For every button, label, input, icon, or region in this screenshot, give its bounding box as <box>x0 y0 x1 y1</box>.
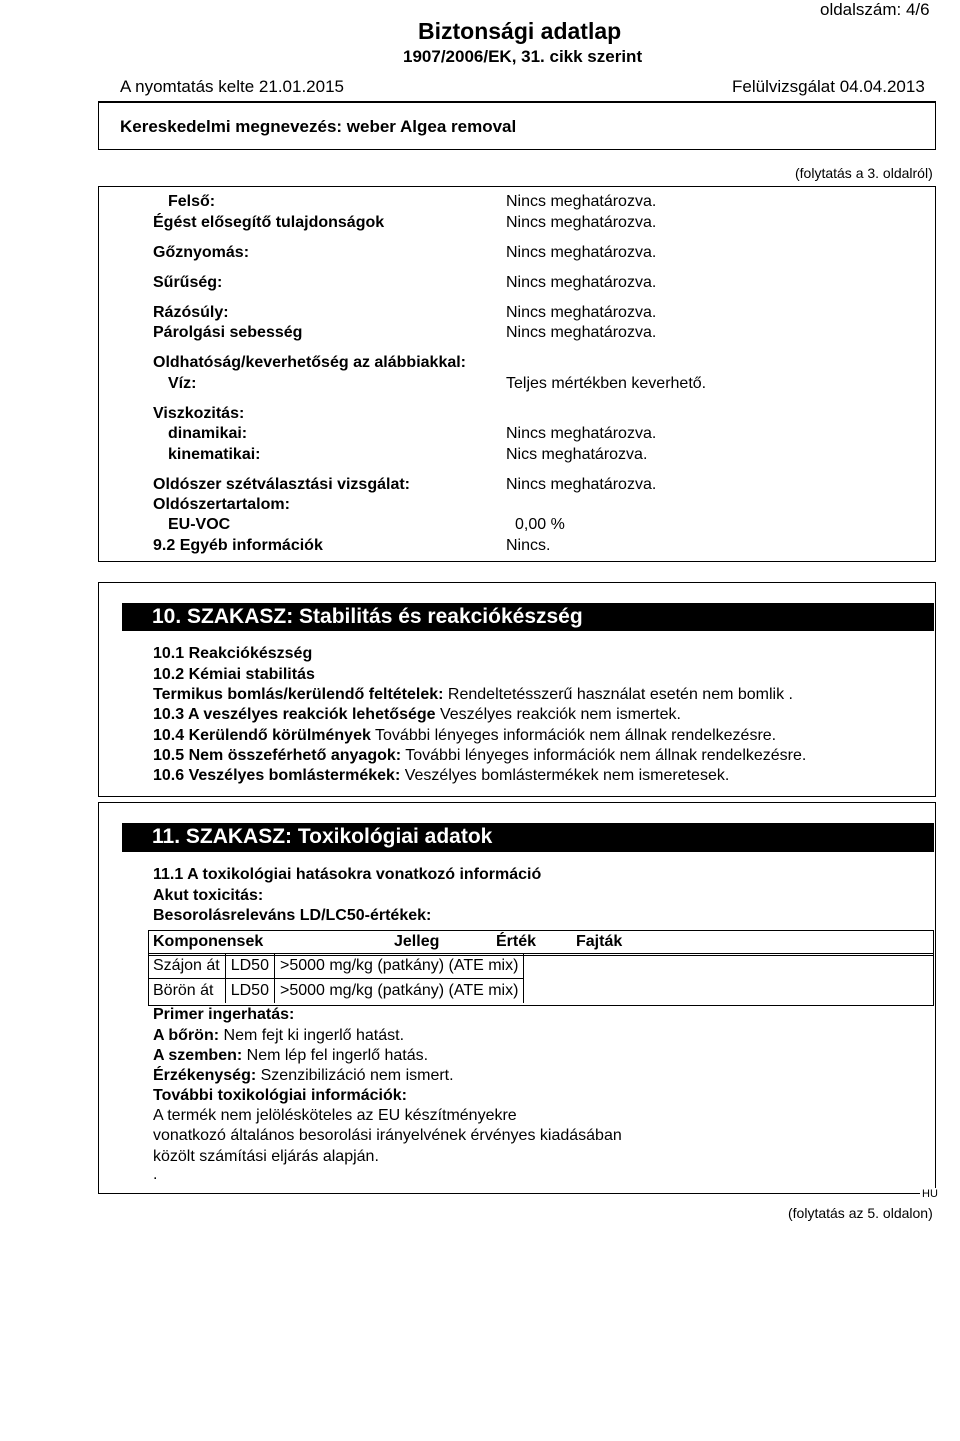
s10-6-label: 10.6 Veszélyes bomlástermékek: <box>153 767 401 784</box>
prop-value: Nincs meghatározva. <box>506 274 657 291</box>
trade-name: Kereskedelmi megnevezés: weber Algea removal <box>120 117 517 136</box>
tox-type: LD50 <box>225 954 274 979</box>
prop-value: Nincs meghatározva. <box>506 324 657 341</box>
s10-3-value: Veszélyes reakciók nem ismertek. <box>435 706 681 723</box>
prop-label: Felső: <box>168 193 216 210</box>
prop-label: kinematikai: <box>168 446 261 463</box>
trade-name-box <box>98 102 936 150</box>
prop-value: Teljes mértékben keverhető. <box>506 375 707 392</box>
s10-thermal-label: Termikus bomlás/kerülendő feltételek: <box>153 686 444 703</box>
revision-date: Felülvizsgálat 04.04.2013 <box>732 77 925 96</box>
tox-table <box>148 954 524 1003</box>
prop-label: Viszkozitás: <box>153 405 245 422</box>
tox-col-header: Fajták <box>576 933 623 950</box>
s11-sens <box>153 1067 454 1085</box>
prop-value: 0,00 % <box>515 516 565 533</box>
prop-label: 9.2 Egyéb információk <box>153 537 323 554</box>
prop-value: Nincs meghatározva. <box>506 476 657 493</box>
prop-label: Víz: <box>168 375 197 392</box>
prop-value: Nics meghatározva. <box>506 446 648 463</box>
s11-sens-value: Szenzibilizáció nem ismert. <box>256 1067 454 1084</box>
s11-eye-label: A szemben: <box>153 1047 243 1064</box>
s10-4 <box>153 727 776 745</box>
prop-label: Oldhatóság/keverhetőség az alábbiakkal: <box>153 354 467 371</box>
s11-skin <box>153 1027 404 1045</box>
tox-col-header: Érték <box>496 933 537 950</box>
s10-6-value: Veszélyes bomlástermékek nem ismeretesek. <box>400 767 730 784</box>
prop-label: Oldószertartalom: <box>153 496 290 513</box>
s11-further: További toxikológiai információk: <box>153 1087 407 1104</box>
s10-4-value: További lényeges információk nem állnak rendelkezésre. <box>370 727 777 744</box>
s11-1: 11.1 A toxikológiai hatásokra vonatkozó információ <box>153 866 542 883</box>
s11-sens-label: Érzékenység: <box>153 1067 257 1084</box>
prop-value: Nincs meghatározva. <box>506 304 657 321</box>
s10-5 <box>153 747 806 765</box>
tox-route: Börön át <box>148 979 225 1004</box>
prop-label: Párolgási sebesség <box>153 324 303 341</box>
s10-2: 10.2 Kémiai stabilitás <box>153 666 315 683</box>
prop-value: Nincs meghatározva. <box>506 193 657 210</box>
s11-primary: Primer ingerhatás: <box>153 1006 295 1023</box>
section10-title: 10. SZAKASZ: Stabilitás és reakciókészség <box>122 603 934 631</box>
s10-5-label: 10.5 Nem összeférhető anyagok: <box>153 747 402 764</box>
tox-type: LD50 <box>225 979 274 1004</box>
tox-col-header: Jelleg <box>394 933 440 950</box>
s11-text-line: közölt számítási eljárás alapján. <box>153 1148 379 1165</box>
table-row <box>148 954 524 979</box>
tox-col-header: Komponensek <box>153 933 264 950</box>
s11-skin-value: Nem fejt ki ingerlő hatást. <box>219 1027 405 1044</box>
tox-value: >5000 mg/kg (patkány) (ATE mix) <box>274 979 523 1004</box>
prop-label: Sűrűség: <box>153 274 223 291</box>
document-title: Biztonsági adatlap <box>418 18 622 44</box>
s10-thermal-value: Rendeltetésszerű használat esetén nem bomlik . <box>443 686 793 703</box>
prop-value: Nincs. <box>506 537 551 554</box>
prop-label: EU-VOC <box>168 516 231 533</box>
continued-from: (folytatás a 3. oldalról) <box>795 165 933 181</box>
s11-ld-values: Besorolásreleváns LD/LC50-értékek: <box>153 907 432 924</box>
print-date: A nyomtatás kelte 21.01.2015 <box>120 77 344 96</box>
s10-5-value: További lényeges információk nem állnak rendelkezésre. <box>401 747 807 764</box>
prop-label: dinamikai: <box>168 425 248 442</box>
s11-acute: Akut toxicitás: <box>153 887 264 904</box>
s10-3-label: 10.3 A veszélyes reakciók lehetősége <box>153 706 436 723</box>
s10-thermal <box>153 686 793 704</box>
prop-value: Nincs meghatározva. <box>506 214 657 231</box>
tox-value: >5000 mg/kg (patkány) (ATE mix) <box>274 954 523 979</box>
s10-3 <box>153 706 681 724</box>
prop-value: Nincs meghatározva. <box>506 425 657 442</box>
s11-dot: . <box>153 1166 158 1183</box>
prop-label: Gőznyomás: <box>153 244 250 261</box>
s11-text-line: A termék nem jelölésköteles az EU készítményekre <box>153 1107 517 1124</box>
section11-title: 11. SZAKASZ: Toxikológiai adatok <box>122 823 934 852</box>
prop-label: Oldószer szétválasztási vizsgálat: <box>153 476 410 493</box>
page-number: oldalszám: 4/6 <box>820 0 930 19</box>
prop-label: Rázósúly: <box>153 304 229 321</box>
table-row <box>148 979 524 1004</box>
prop-label: Égést elősegítő tulajdonságok <box>153 214 385 231</box>
s10-1: 10.1 Reakciókészség <box>153 645 313 662</box>
document-subtitle: 1907/2006/EK, 31. cikk szerint <box>403 47 643 66</box>
s10-4-label: 10.4 Kerülendő körülmények <box>153 727 371 744</box>
continued-on: (folytatás az 5. oldalon) <box>788 1205 933 1221</box>
s11-skin-label: A bőrön: <box>153 1027 220 1044</box>
s11-eye <box>153 1047 428 1065</box>
s11-eye-value: Nem lép fel ingerlő hatás. <box>242 1047 429 1064</box>
s11-text-line: vonatkozó általános besorolási irányelvének érvényes kiadásában <box>153 1127 622 1144</box>
prop-value: Nincs meghatározva. <box>506 244 657 261</box>
tox-route: Szájon át <box>148 954 225 979</box>
s10-6 <box>153 767 729 785</box>
footer-lang: HU <box>922 1188 938 1200</box>
